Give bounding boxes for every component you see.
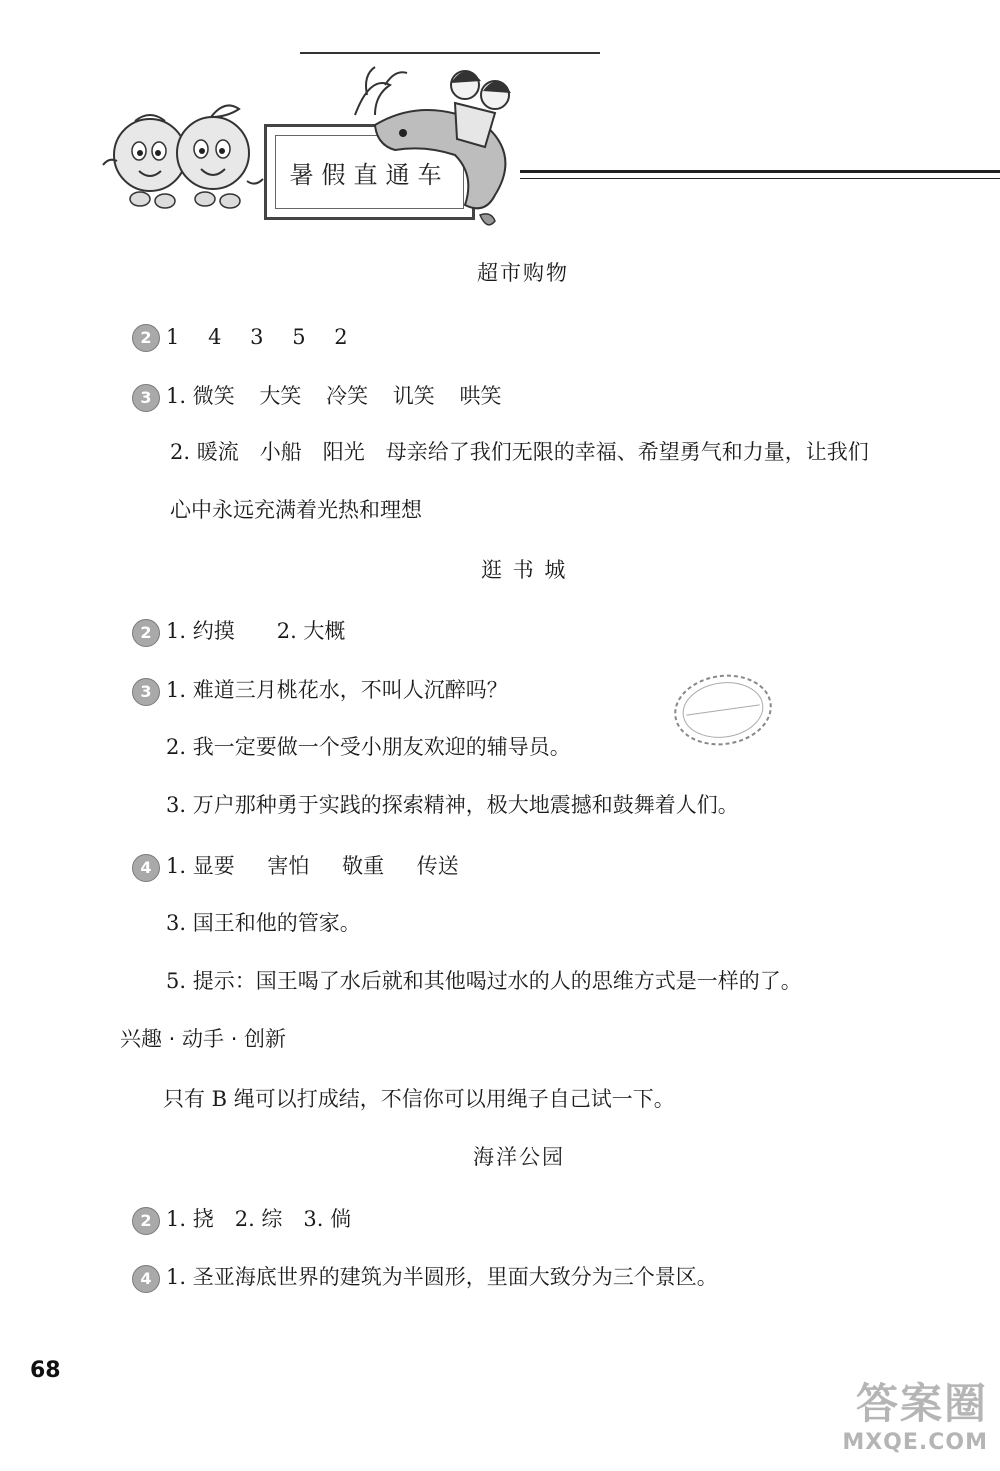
answer-word: 显要 [192, 854, 235, 878]
answer-word: 传送 [416, 854, 459, 878]
page-number: 68 [30, 1358, 61, 1383]
question-marker-4: 4 [132, 1265, 160, 1293]
section-title-ocean: 海洋公园 [473, 1145, 565, 1169]
answer-line: 5. 提示：国王喝了水后就和其他喝过水的人的思维方式是一样的了。 [166, 969, 802, 993]
answer-word: 微笑 [192, 384, 235, 408]
section-title-interest: 兴趣 · 动手 · 创新 [120, 1027, 287, 1051]
item-number: 1. [166, 854, 187, 878]
answer-value: 4 [208, 325, 222, 349]
answer-line: 只有 B 绳可以打成结，不信你可以用绳子自己试一下。 [163, 1087, 675, 1111]
section-title-supermarket: 超市购物 [477, 261, 569, 285]
answer-value: 5 [292, 325, 306, 349]
answer-row [166, 382, 501, 410]
section-title-bookcity: 逛 书 城 [481, 558, 568, 582]
header-top-rule [300, 52, 600, 54]
dolphin-kids-illustration [345, 55, 530, 235]
banner-title: 暑假直通车 [289, 160, 450, 189]
answer-line: 2. 暖流 小船 阳光 母亲给了我们无限的幸福、希望勇气和力量，让我们 [170, 440, 869, 464]
cartoon-fruits-illustration [95, 95, 270, 215]
header-right-rule-thin [520, 178, 1000, 179]
header-right-rule-thick [520, 170, 1000, 173]
answer-line: 1. 圣亚海底世界的建筑为半圆形，里面大致分为三个景区。 [166, 1265, 718, 1289]
question-marker-4: 4 [132, 854, 160, 882]
question-marker-2: 2 [132, 619, 160, 647]
answer-line: 心中永远充满着光热和理想 [170, 498, 422, 522]
answer-word: 冷笑 [326, 384, 369, 408]
watermark-line1: 答案圈 [855, 1379, 988, 1428]
answer-word: 大笑 [259, 384, 302, 408]
answer-word: 讥笑 [392, 384, 435, 408]
answer-line: 1. 难道三月桃花水，不叫人沉醉吗？ [166, 678, 508, 702]
answer-line: 1. 约摸 2. 大概 [166, 619, 346, 643]
answer-line: 1. 挠 2. 综 3. 倘 [166, 1207, 352, 1231]
question-marker-3: 3 [132, 678, 160, 706]
stamp-seal [668, 668, 778, 753]
question-marker-2: 2 [132, 1207, 160, 1235]
answer-value: 3 [250, 325, 264, 349]
question-marker-3: 3 [132, 384, 160, 412]
answer-value: 2 [334, 325, 348, 349]
watermark-line2: MXQE.COM [842, 1430, 988, 1455]
answer-word: 敬重 [342, 854, 385, 878]
question-marker-2: 2 [132, 324, 160, 352]
answer-line: 2. 我一定要做一个受小朋友欢迎的辅导员。 [166, 735, 571, 759]
answer-row [166, 852, 459, 880]
answer-line: 3. 国王和他的管家。 [166, 911, 361, 935]
watermark-logo [818, 1378, 988, 1463]
answer-word: 害怕 [267, 854, 310, 878]
answer-row [166, 323, 348, 351]
answer-line: 3. 万户那种勇于实践的探索精神，极大地震撼和鼓舞着人们。 [166, 793, 739, 817]
item-number: 1. [166, 384, 187, 408]
answer-word: 哄笑 [459, 384, 502, 408]
answer-value: 1 [166, 325, 180, 349]
